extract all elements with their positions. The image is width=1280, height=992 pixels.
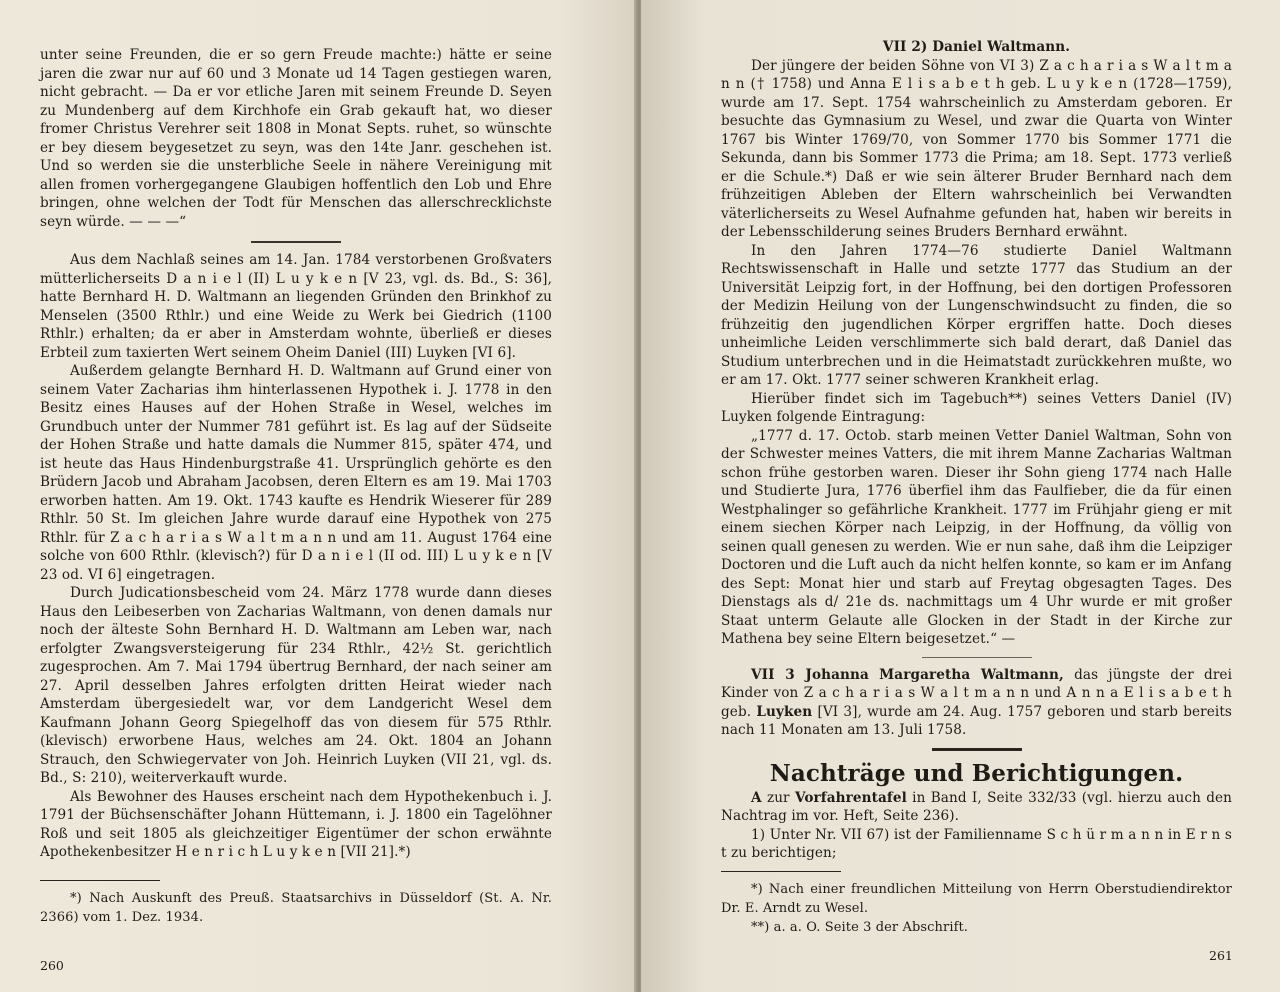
addendum-vorfahrentafel: Vorfahrentafel — [794, 789, 907, 806]
footnote-rule — [40, 880, 160, 881]
addendum-zur: zur — [766, 789, 790, 806]
sub-entry-anna: A n n a E l i s a b e t h — [1066, 685, 1233, 701]
diary-quote: „1777 d. 17. Octob. starb meinen Vetter Daniel Waltman, Sohn von der Schwester meines Vatters, die mit ihrem Manne Zacharias Waltman schon frühe gestorben waren. Dieser ihr Sohn gieng 1774 nach Halle und Studierte Jura, 1776 überfiel ihm das Faulfieber, die da für einen Westphalinger so gefährliche Krankheit. 1777 im Frühjahr gieng er mit einem siechen Körper nach Leipzig, in der Hoffnung, da völlig von seinen quall genesen zu werden. Wie er nun sahe, daß ihm die Leipziger Doctoren und die Luft auch da nicht helfen konnte, so kam er im Anfang des Sept: Monat hier und starb auf Freytag obgesagten Tages. Des Dienstags als d/ 21e ds. nachmittags um 4 Uhr wurde er mit großer Staat unterm Gelaute alle Glocken in der Stadt in der Kirche zur Mathena bey seine Eltern beigesetzet.“ — — [721, 427, 1232, 647]
sub-entry-text-a: das jüngste der drei Kinder von — [721, 666, 1233, 701]
sub-entry-geb: geb. — [721, 703, 752, 720]
right-footnote-2: **) a. a. O. Seite 3 der Abschrift. — [751, 919, 969, 935]
sub-entry-lead: VII 3 Johanna — [751, 666, 869, 683]
right-footnotes — [721, 880, 1232, 937]
addendum-a-label: A — [751, 789, 762, 806]
sub-entry-und: und — [1034, 685, 1062, 701]
right-paragraph-3: Hierüber findet sich im Tagebuch**) seines Vetters Daniel (IV) Luyken folgende Eintragung: — [721, 390, 1232, 425]
addendum-a-text: in Band I, Seite 332/33 (vgl. hierzu auch den Nachtrag im vor. Heft, Seite 236). — [721, 789, 1233, 824]
sub-entry-name: Margaretha Waltmann, — [879, 666, 1064, 683]
left-paragraph-2: Aus dem Nachlaß seines am 14. Jan. 1784 verstorbenen Großvaters mütterlicherseits D a n i e l (II) L u y k e n [V 23, vgl. ds. Bd., S: 36], hatte Bernhard H. D. Waltmann an liegenden Gründen den Brinkhof zu Menselen (3500 Rthlr.) und eine Weide zu Werk bei Giedrich (1100 Rthlr.) erhalten; da er aber in Amsterdam wohnte, überließ er dieses Erbteil zum taxierten Wert seinem Oheim Daniel (III) Luyken [VI 6]. — [40, 252, 552, 361]
left-paragraph-1: unter seine Freunden, die er so gern Freude machte:) hätte er seine jaren die zwar nur auf 60 und 3 Monate ud 14 Tagen gestiegen waren, nicht gebracht. — Da er vor etliche Jaren mit seinem Freunde D. Seyen zu Mundenberg auf dem Kirchhofe ein Grab gekauft hat, wo dieser fromer Christus Verehrer seit 1808 in Monat Septs. ruhet, so wünschte er bey diesem beygesetzet zu seyn, was den 14te Janr. geschehen ist. Und so werden sie die unsterbliche Seele in nähere Vereinigung mit allen fromen vorhergegangene Glaubigen hoffentlich den Lob und Ehre bringen, ohne welchen der Todt für Menschen das allerschrecklichste seyn würde. — — —“ — [40, 47, 552, 230]
right-page-text — [721, 38, 1232, 937]
addendum-item-1-b: zu berichtigen; — [731, 845, 837, 861]
addendum-a — [721, 789, 1232, 826]
section-divider — [251, 241, 341, 243]
sub-entry-johanna — [721, 666, 1232, 740]
left-paragraph-4: Durch Judicationsbescheid vom 24. März 1778 wurde dann dieses Haus den Leibeserben von Zacharias Waltmann, von denen damals nur noch der älteste Sohn Bernhard H. D. Waltmann am Leben war, nach erfolgter Zwangsversteigerung für 234 Rthlr., 42½ St. gerichtlich zugesprochen. Am 7. Mai 1794 übertrug Bernhard, der nach seiner am 27. April desselben Jahres erfolgten dritten Heirat wieder nach Amsterdam übergesiedelt war, vor dem Landgericht Wesel dem Kaufmann Johann Georg Spiegelhoff das von diesem für 575 Rthlr. (klevisch) erworbene Haus, welches am 24. Okt. 1804 an Johann Strauch, den Schwiegervater von Joh. Heinrich Luyken (VII 21, vgl. ds. Bd., S: 210), weiterverkauft wurde. — [40, 585, 552, 786]
right-page — [641, 0, 1280, 992]
right-footnote-1: *) Nach einer freundlichen Mitteilung von Herrn Oberstudiendirektor Dr. E. Arndt zu Wesel. — [721, 881, 1232, 916]
left-paragraph-3: Außerdem gelangte Bernhard H. D. Waltmann auf Grund einer von seinem Vater Zacharias ihm hinterlassenen Hypothek i. J. 1778 in den Besitz eines Hauses auf der Hohen Straße in Wesel, welches im Grundbuch unter der Nummer 781 geführt ist. Es lag auf der Südseite der Hohen Straße und hatte damals die Nummer 815, später 474, und ist heute das Haus Hindenburgstraße 41. Ursprünglich gehörte es den Brüdern Jacob und Abraham Jacobsen, deren Eltern es am 19. Mai 1703 erworben hatten. Am 19. Okt. 1743 kaufte es Hendrik Wieserer für 289 Rthlr. 50 St. Im gleichen Jahre wurde darauf eine Hypothek von 275 Rthlr. für Z a c h a r i a s W a l t m a n n und am 11. August 1764 eine solche von 600 Rthlr. (klevisch?) für D a n i e l (II od. III) L u y k e n [V 23 od. VI 6] eingetragen. — [40, 363, 552, 583]
addendum-in: in — [1167, 826, 1182, 843]
addendum-item-1 — [721, 826, 1232, 863]
sub-entry-luyken: Luyken — [756, 703, 813, 720]
section-rule — [932, 748, 1022, 751]
addendum-item-1-a: 1) Unter Nr. VII 67) ist der Familienname — [751, 826, 1042, 843]
left-footnote: *) Nach Auskunft des Preuß. Staatsarchivs in Düsseldorf (St. A. Nr. 2366) vom 1. Dez. 1934. — [40, 890, 552, 925]
entry-divider — [922, 657, 1032, 658]
addendum-schuermann: S c h ü r m a n n — [1046, 826, 1164, 843]
page-number-left: 260 — [40, 958, 64, 973]
footnote-rule-right — [721, 871, 841, 872]
left-page-text — [40, 46, 552, 927]
sub-entry-text-b: [VI 3], wurde am 24. Aug. 1757 geboren und starb bereits nach 11 Monaten am 13. Juli 1758. — [721, 703, 1233, 738]
left-footnotes — [40, 889, 552, 927]
addendum-ernst: E r n s t — [721, 826, 1232, 861]
section-title: Nachträge und Berichtigungen. — [769, 759, 1184, 787]
left-paragraph-5: Als Bewohner des Hauses erscheint nach dem Hypothekenbuch i. J. 1791 der Büchsenschäfter Johann Hüttemann, i. J. 1800 ein Tagelöhner Roß und seit 1805 als gleichzeitiger Eigentümer der schon erwähnte Apothekenbesitzer H e n r i c h L u y k e n [VII 21].*) — [40, 788, 552, 860]
left-page — [0, 0, 637, 992]
entry-heading: VII 2) Daniel Waltmann. — [882, 39, 1071, 55]
page-number-right: 261 — [1209, 948, 1233, 963]
right-paragraph-1: Der jüngere der beiden Söhne von VI 3) Z a c h a r i a s W a l t m a n n († 1758) und Anna E l i s a b e t h geb. L u y k e n (1728—1759), wurde am 17. Sept. 1754 wahrscheinlich zu Amsterdam geboren. Er besuchte das Gymnasium zu Wesel, und zwar die Quarta von Winter 1767 bis Winter 1769/70, von Sommer 1770 bis Sommer 1771 die Sekunda, dann bis Sommer 1773 die Prima; am 18. Sept. 1773 verließ er die Schule.*) Daß er wie sein älterer Bruder Bernhard nach dem frühzeitigen Ableben der Eltern wahrscheinlich bei Verwandten väterlicherseits zu Wesel Aufnahme gefunden hat, haben wir bereits in der Lebensschilderung seines Bruders Bernhard erwähnt. — [721, 57, 1232, 240]
sub-entry-zacharias: Z a c h a r i a s W a l t m a n n — [803, 685, 1030, 701]
right-paragraph-2: In den Jahren 1774—76 studierte Daniel Waltmann Rechtswissenschaft in Halle und setzte 1777 das Studium an der Universität Leipzig fort, in der Hoffnung, bei den dortigen Professoren der Medizin Heilung von der Lungenschwindsucht zu finden, die so frühzeitig den jugendlichen Körper ergriffen hatte. Doch dieses unheimliche Leiden verschlimmerte sich bald derart, daß Daniel das Studium unterbrechen und in die Heimatstadt zurückkehren mußte, wo er am 17. Okt. 1777 seiner schweren Krankheit erlag. — [721, 242, 1232, 388]
